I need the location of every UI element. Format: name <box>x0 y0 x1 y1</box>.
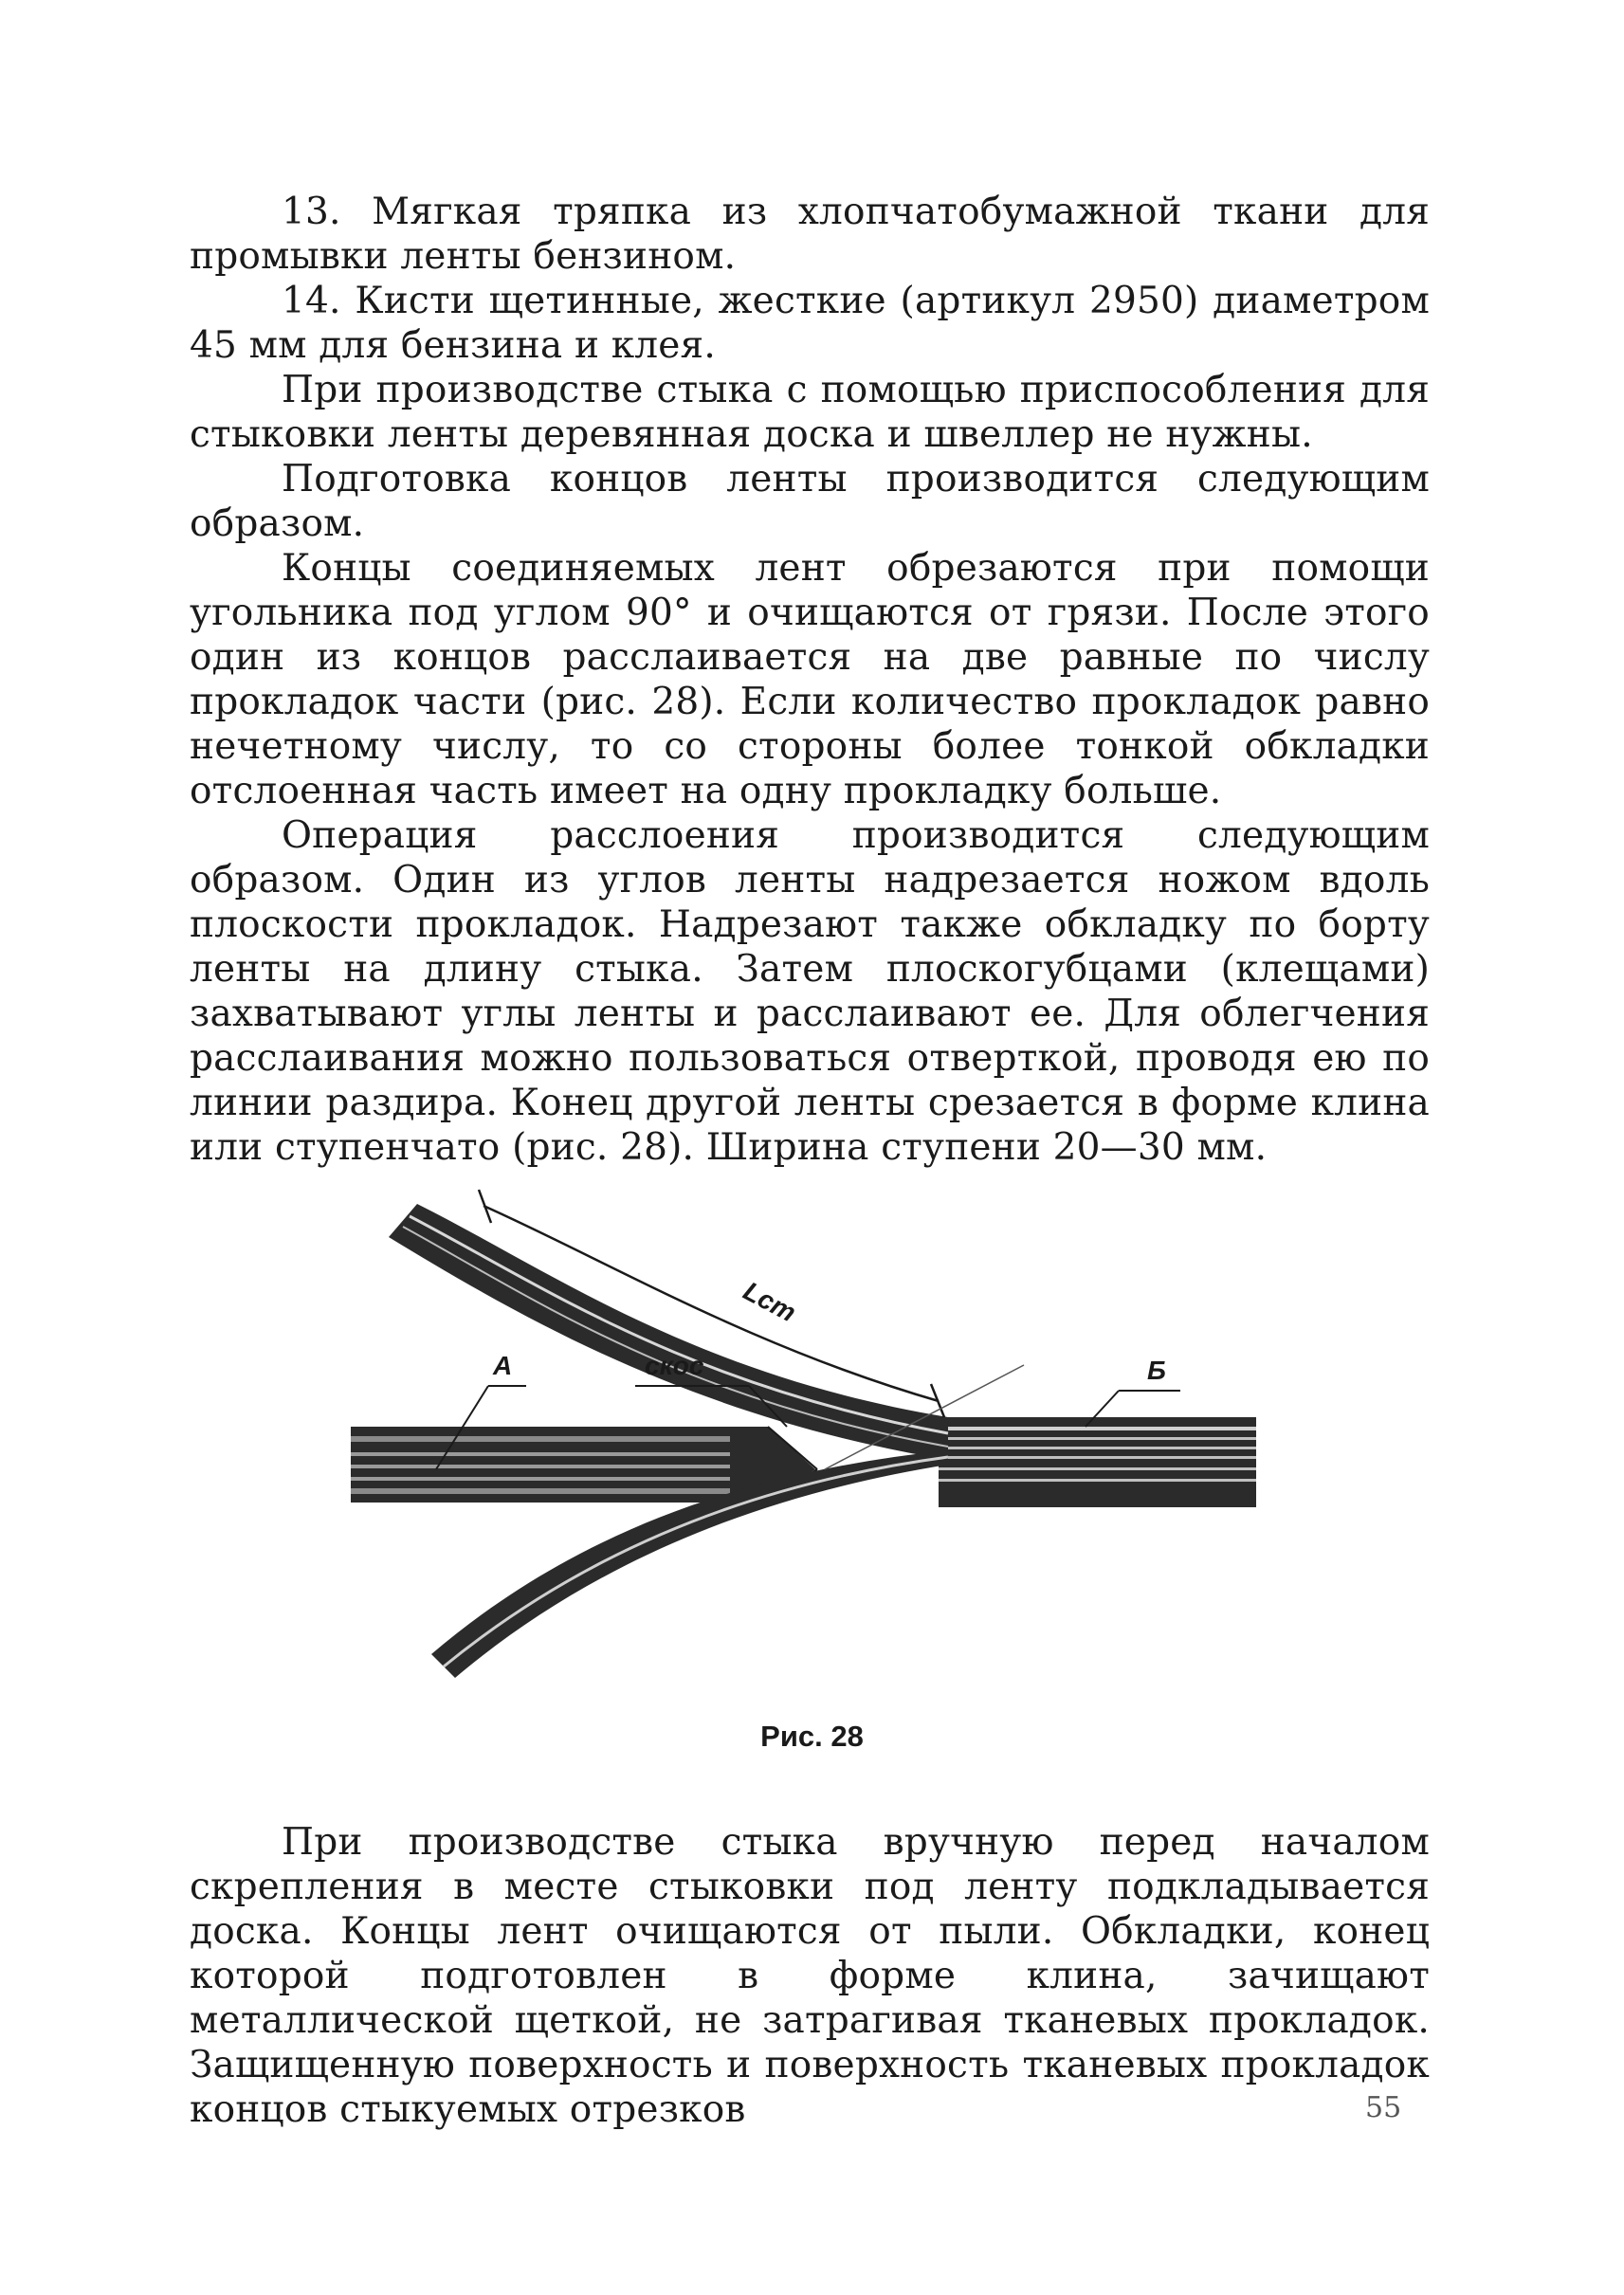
paragraph-splitting-operation: Операция расслоения производится следующим образом. Один из углов ленты надрезается ножом вдоль плоскости прокладок. Надрезают также обкладку по борту ленты на длину стыка. Затем плоскогубцами (клещами) захватывают углы ленты и расслаивают ее. Для облегчения расслаивания можно пользоваться отверткой, проводя ею по линии раздира. Конец другой ленты срезается в форме клина или ступенчато (рис. 28). Ширина ступени 20—30 мм. <box>190 814 1430 1169</box>
paragraph-ends-cutting: Концы соединяемых лент обрезаются при помощи угольника под углом 90° и очищаются от грязи. После этого один из концов расслаивается на две равные по числу прокладок части (рис. 28). Если количество прокладок равно нечетному числу, то со стороны более тонкой обкладки отслоенная часть имеет на одну прокладку больше. <box>190 547 1430 812</box>
paragraph-manual-splice: При производстве стыка вручную перед началом скрепления в месте стыковки под ленту подкладывается доска. Концы лент очищаются от пыли. Обкладки, конец которой подготовлен в форме клина, зачищают металлической щеткой, не затрагивая тканевых прокладок. Защищенную поверхность и поверхность тканевых прокладок концов стыкуемых отрезков <box>190 1821 1430 2131</box>
paragraph-item-13: 13. Мягкая тряпка из хлопчатобумажной ткани для промывки ленты бензином. <box>190 191 1430 278</box>
top-text-block <box>190 190 1430 1170</box>
label-skos: скос <box>645 1351 704 1380</box>
label-b-group <box>1086 1356 1180 1427</box>
belt-splice-diagram <box>332 1185 1280 1716</box>
right-belt-b <box>939 1417 1256 1507</box>
paragraph-item-14: 14. Кисти щетинные, жесткие (артикул 2950) диаметром 45 мм для бензина и клея. <box>190 280 1430 367</box>
page-number: 55 <box>1365 2091 1402 2124</box>
paragraph-preparation: Подготовка концов ленты производится следующим образом. <box>190 458 1430 545</box>
length-label: Lст <box>739 1275 801 1328</box>
label-b: Б <box>1147 1356 1166 1385</box>
paragraph-fixture-note: При производстве стыка с помощью приспособления для стыковки ленты деревянная доска и швеллер не нужны. <box>190 369 1430 456</box>
bottom-text-block <box>190 1820 1430 2132</box>
figure-caption: Рис. 28 <box>760 1720 864 1753</box>
label-a: А <box>493 1351 513 1380</box>
upper-split-layer <box>389 1204 948 1460</box>
